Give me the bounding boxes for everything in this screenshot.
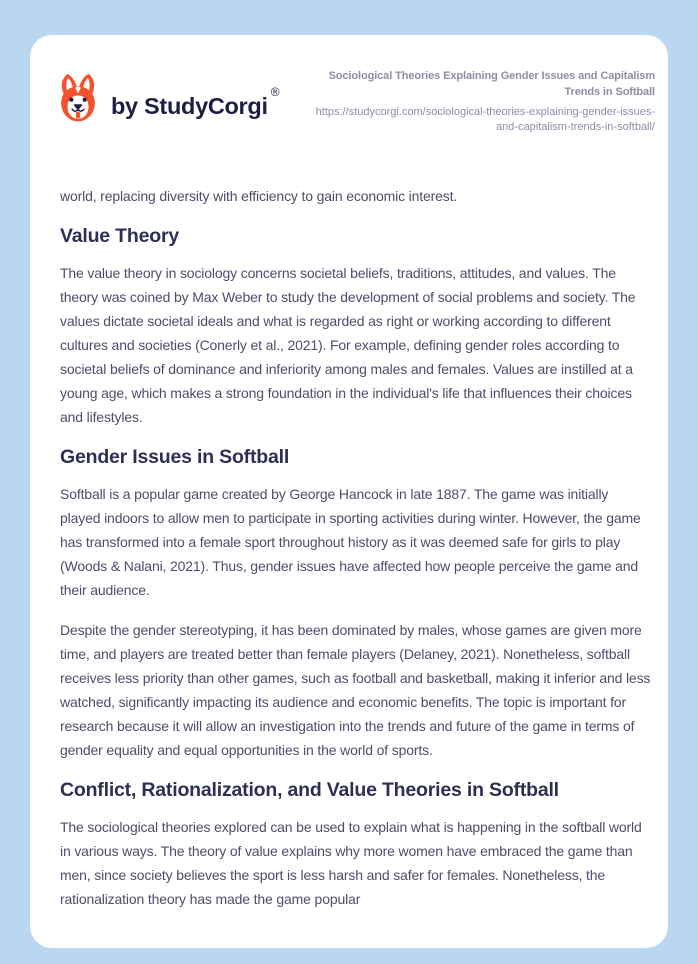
intro-paragraph-fragment: world, replacing diversity with efficiency to gain economic interest. bbox=[60, 188, 458, 204]
paragraph: The sociological theories explored can be used to explain what is happening in the softball world in various ways. The theory of value explains why more women have embraced the game than men, since society believes the sport is less harsh and safer for females. Nonetheless, the rationalization theory has made the game popular bbox=[60, 819, 642, 907]
document-card bbox=[30, 35, 668, 948]
section-heading-conflict-rationalization: Conflict, Rationalization, and Value Theories in Softball bbox=[60, 779, 559, 801]
registered-mark-icon: ® bbox=[270, 84, 280, 99]
document-meta bbox=[313, 66, 655, 136]
section-heading-value-theory: Value Theory bbox=[60, 225, 179, 247]
document-header bbox=[30, 66, 668, 138]
paragraph: Despite the gender stereotyping, it has been dominated by males, whose games are given more time, and players are treated better than female players (Delaney, 2021). Nonetheless, softball receives less priority than other games, such as football and basketball, making it inferior and less watched, significantly impacting its audience and economic benefits. The topic is important for research because it will allow an investigation into the trends and future of the game in terms of gender equality and equal opportunities in the world of sports. bbox=[60, 622, 651, 758]
corgi-logo-icon bbox=[57, 71, 99, 127]
article-body bbox=[30, 184, 668, 911]
document-url-link[interactable]: https://studycorgi.com/sociological-theories-explaining-gender-issues-and-capitalism-trends-in-softball/ bbox=[315, 105, 655, 134]
brand-name bbox=[111, 79, 280, 120]
section-heading-gender-issues: Gender Issues in Softball bbox=[60, 446, 290, 468]
brand-label: by StudyCorgi bbox=[111, 92, 268, 119]
paragraph: Softball is a popular game created by George Hancock in late 1887. The game was initially played indoors to allow men to participate in sporting activities during winter. However, the game has transformed into a female sport throughout history as it was deemed safe for girls to play (Woods & Nalani, 2021). Thus, gender issues have affected how people perceive the game and their audience. bbox=[60, 486, 641, 598]
studycorgi-logo bbox=[57, 71, 280, 127]
paragraph: The value theory in sociology concerns societal beliefs, traditions, attitudes, and values. The theory was coined by Max Weber to study the development of social problems and society. The values dictate societal ideals and what is regarded as right or working according to different cultures and societies (Conerly et al., 2021). For example, defining gender roles according to societal beliefs of dominance and inferiority among males and females. Values are instilled at a young age, which makes a strong foundation in the individual's life that influences their choices and lifestyles. bbox=[60, 265, 636, 425]
document-title: Sociological Theories Explaining Gender Issues and Capitalism Trends in Softball bbox=[328, 70, 655, 99]
